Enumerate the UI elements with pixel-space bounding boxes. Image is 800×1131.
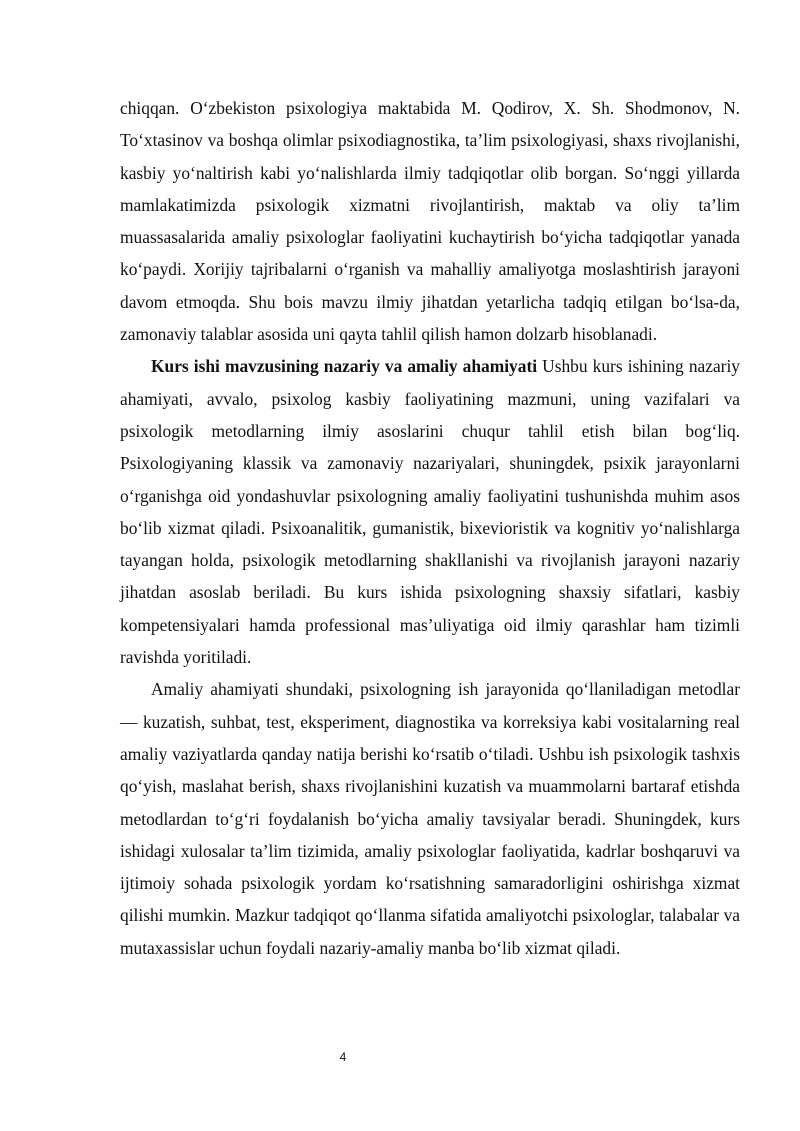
paragraph-practical: Amaliy ahamiyati shundaki, psixologning ish jarayonida qo‘llaniladigan metodlar — kuzatish, suhbat, test, eksperiment, diagnostika va korreksiya kabi vositalarning real amaliy vaziyatlarda qanday natija berishi ko‘rsatib o‘tiladi. Ushbu ish psixologik tashxis qo‘yish, maslahat berish, shaxs rivojlanishini kuzatish va muammolarni bartaraf etishda metodlardan to‘g‘ri foydalanish bo‘yicha amaliy tavsiyalar beradi. Shuningdek, kurs ishidagi xulosalar ta’lim tizimida, amaliy psixologlar faoliyatida, kadrlar boshqaruvi va ijtimoiy sohada psixologik yordam ko‘rsatishning samaradorligini oshirishga xizmat qilishi mumkin. Mazkur tadqiqot qo‘llanma sifatida amaliyotchi psixologlar, talabalar va mutaxassislar uchun foydali nazariy-amaliy manba bo‘lib xizmat qiladi. [120, 679, 740, 958]
body-text [120, 92, 740, 964]
paragraph-continuation: chiqqan. O‘zbekiston psixologiya maktabida M. Qodirov, X. Sh. Shodmonov, N. To‘xtasinov va boshqa olimlar psixodiagnostika, ta’lim psixologiyasi, shaxs rivojlanishi, kasbiy yo‘naltirish kabi yo‘nalishlarda ilmiy tadqiqotlar olib borgan. So‘nggi yillarda mamlakatimizda psixologik xizmatni rivojlantirish, maktab va oliy ta’lim muassasalarida amaliy psixologlar faoliyatini kuchaytirish bo‘yicha tadqiqotlar yanada ko‘paydi. Xorijiy tajribalarni o‘rganish va mahalliy amaliyotga moslashtirish jarayoni davom etmoqda. Shu bois mavzu ilmiy jihatdan yetarlicha tadqiq etilgan bo‘lsa-da, zamonaviy talablar asosida uni qayta tahlil qilish hamon dolzarb hisoblanadi. [120, 98, 740, 345]
section-heading: Kurs ishi mavzusining nazariy va amaliy ahamiyati [151, 356, 538, 377]
page-number: 4 [339, 1050, 347, 1064]
paragraph-significance [120, 350, 740, 673]
paragraph-text: Ushbu kurs ishining nazariy ahamiyati, avvalo, psixolog kasbiy faoliyatining mazmuni, uning vazifalari va psixologik metodlarning ilmiy asoslarini chuqur tahlil etish bilan bog‘liq. Psixologiyaning klassik va zamonaviy nazariyalari, shuningdek, psixik jarayonlarni o‘rganishga oid yondashuvlar psixologning amaliy faoliyatini tushunishda muhim asos bo‘lib xizmat qiladi. Psixoanalitik, gumanistik, bixevioristik va kognitiv yo‘nalishlarga tayangan holda, psixologik metodlarning shakllanishi va rivojlanish jarayoni nazariy jihatdan asoslab beriladi. Bu kurs ishida psixologning shaxsiy sifatlari, kasbiy kompetensiyalari hamda professional mas’uliyatiga oid ilmiy qarashlar ham tizimli ravishda yoritiladi. [120, 356, 740, 668]
